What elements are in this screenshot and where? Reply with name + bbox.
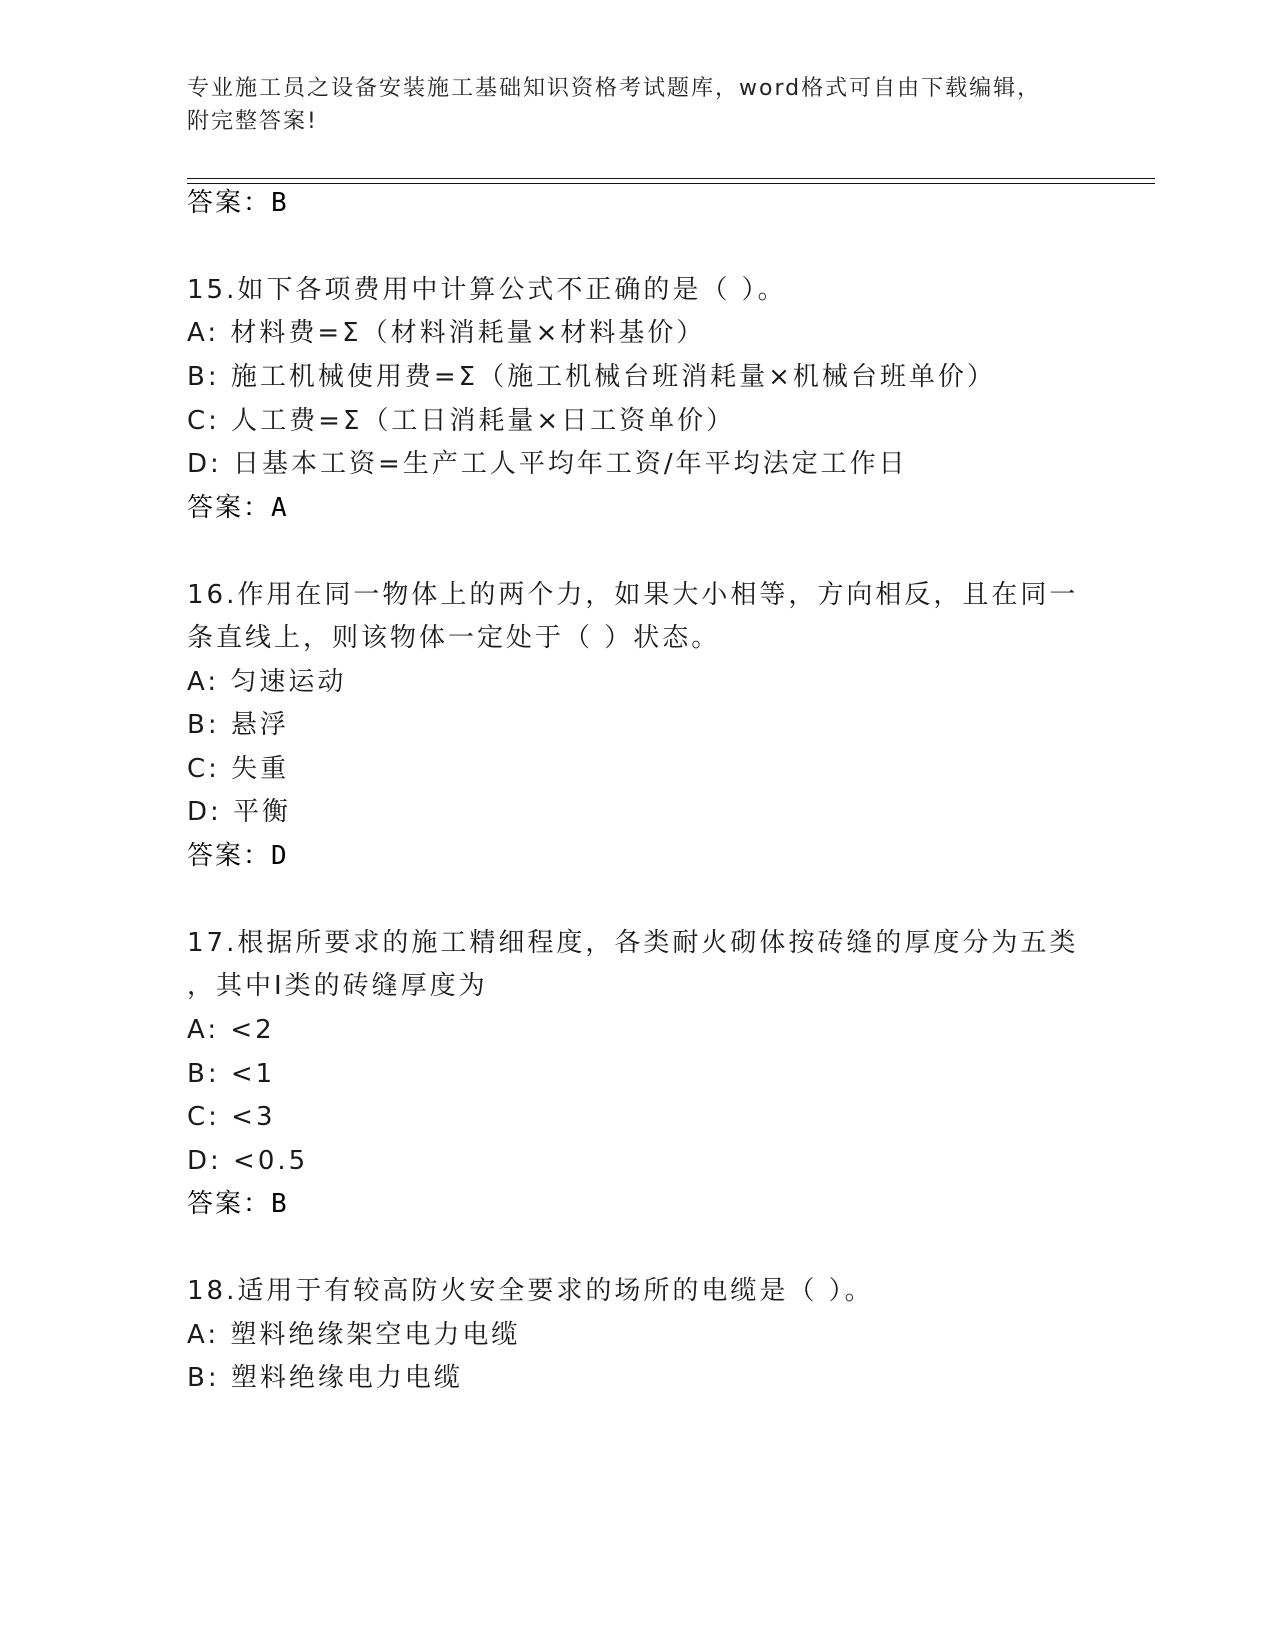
answer-value: D [271,841,289,871]
question-stem: 16.作用在同一物体上的两个力，如果大小相等，方向相反，且在同一 [187,580,1079,610]
option-d: D: <0.5 [187,1146,309,1176]
answer-line [187,186,289,220]
answer-label: 答案： [187,493,272,523]
answer-label: 答案： [187,188,272,218]
document-header [187,72,1067,138]
answer-line [187,491,289,525]
option-a: A: <2 [187,1015,275,1045]
option-d: D: 日基本工资=生产工人平均年工资/年平均法定工作日 [187,449,908,479]
header-line-2: 附完整答案! [187,109,318,134]
option-b: B: 悬浮 [187,710,289,740]
header-rule-bottom [187,183,1155,184]
option-b: B: <1 [187,1059,276,1089]
option-c: C: 失重 [187,754,290,784]
header-line-1: 专业施工员之设备安装施工基础知识资格考试题库，word格式可自由下载编辑， [187,76,1042,101]
answer-value: B [271,188,289,218]
question-stem: 18.适用于有较高防火安全要求的场所的电缆是（ ）。 [187,1276,874,1306]
question-stem-continued: 条直线上，则该物体一定处于（ ）状态。 [187,623,721,653]
option-a: A: 匀速运动 [187,667,347,697]
answer-value: A [271,493,289,523]
answer-line [187,1187,289,1221]
option-d: D: 平衡 [187,797,292,827]
option-a: A: 塑料绝缘架空电力电缆 [187,1320,521,1350]
answer-value: B [271,1189,289,1219]
option-c: C: <3 [187,1102,276,1132]
question-stem: 15.如下各项费用中计算公式不正确的是（ ）。 [187,275,787,305]
question-stem: 17.根据所要求的施工精细程度，各类耐火砌体按砖缝的厚度分为五类 [187,928,1079,958]
option-b: B: 施工机械使用费=Σ（施工机械台班消耗量×机械台班单价） [187,362,996,392]
answer-line [187,839,289,873]
answer-label: 答案： [187,1189,272,1219]
option-b: B: 塑料绝缘电力电缆 [187,1363,463,1393]
question-stem-continued: ，其中Ⅰ类的砖缝厚度为 [187,971,488,1001]
header-rule-top [187,178,1155,179]
answer-label: 答案： [187,841,272,871]
option-a: A: 材料费=Σ（材料消耗量×材料基价） [187,318,706,348]
option-c: C: 人工费=Σ（工日消耗量×日工资单价） [187,406,736,436]
